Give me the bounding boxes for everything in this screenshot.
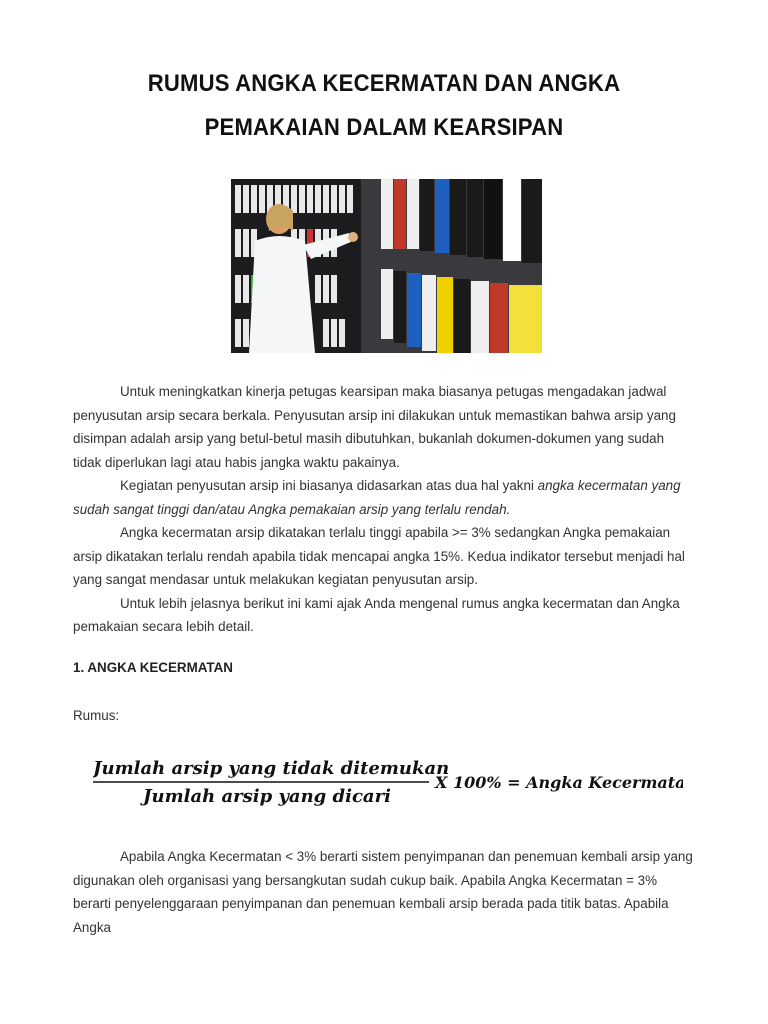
formula-rhs: X 100% = Angka Kecermatan	[435, 773, 683, 792]
paragraph-5: Apabila Angka Kecermatan < 3% berarti sistem penyimpanan dan penemuan kembali arsip yang digunakan oleh organisasi yang bersangkutan sudah cukup baik. Apabila Angka Kecermatan = 3% berarti penyelenggaraan penyimpanan dan penemuan kembali arsip berada pada titik batas. Apabila Angka	[73, 849, 693, 935]
title-line-1: RUMUS ANGKA KECERMATAN DAN ANGKA	[147, 70, 621, 97]
paragraph-2-italic: angka kecermatan yang sudah sangat tinggi dan/atau Angka pemakaian arsip yang terlalu rendah.	[73, 478, 681, 517]
formula-denominator: Jumlah arsip yang dicari	[143, 786, 391, 807]
title-line-2: PEMAKAIAN DALAM KEARSIPAN	[204, 114, 564, 141]
paragraph-4: Untuk lebih jelasnya berikut ini kami ajak Anda mengenal rumus angka kecermatan dan Angka pemakaian secara lebih detail.	[73, 595, 680, 634]
rumus-label: Rumus:	[73, 708, 120, 723]
body-text-bottom	[73, 845, 695, 939]
paragraph-1: Untuk meningkatkan kinerja petugas kearsipan maka biasanya petugas mengadakan jadwal penyusutan arsip secara berkala. Penyusutan arsip ini dilakukan untuk memastikan bahwa arsip yang disimpan adalah arsip yang betul-betul masih dibutuhkan, bukanlah dokumen-dokumen yang sudah tidak diperlukan lagi atau habis jangka waktu pakainya.	[73, 384, 676, 470]
archive-shelf-photo	[231, 179, 542, 353]
section-heading-angka-kecermatan: 1. ANGKA KECERMATAN	[73, 660, 233, 675]
paragraph-3: Angka kecermatan arsip dikatakan terlalu tinggi apabila >= 3% sedangkan Angka pemakaian arsip dikatakan terlalu rendah apabila tidak mencapai angka 15%. Kedua indikator tersebut menjadi hal yang sangat mendasar untuk melakukan kegiatan penyusutan arsip.	[73, 525, 685, 587]
paragraph-2	[73, 474, 695, 521]
formula-numerator: Jumlah arsip yang tidak ditemukan	[93, 758, 450, 779]
body-text-top	[73, 380, 695, 639]
paragraph-2-text: Kegiatan penyusutan arsip ini biasanya didasarkan atas dua hal yakni	[120, 478, 538, 493]
document-title	[31, 62, 738, 150]
formula-image	[93, 752, 683, 812]
